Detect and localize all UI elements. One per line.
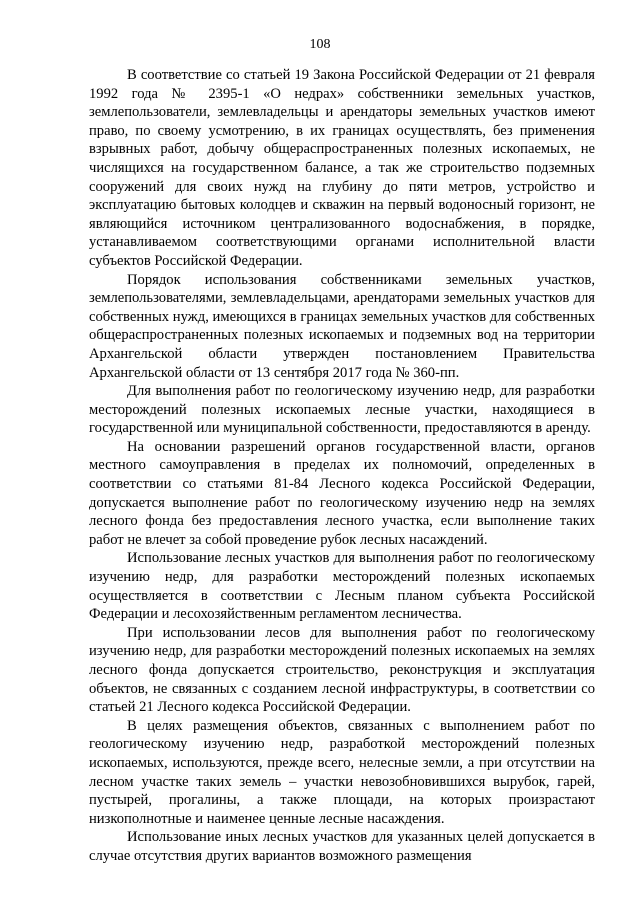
paragraph-5: Использование лесных участков для выполнения работ по геологическому изучению недр, для разработки месторождений полезных ископаемых осуществляется в соответствии с Лесным планом субъекта Российской Федерации и лесохозяйственным регламентом лесничества. <box>89 550 595 623</box>
paragraph-7: В целях размещения объектов, связанных с выполнением работ по геологическому изучению недр, разработкой месторождений полезных ископаемых, используются, прежде всего, нелесные земли, а при отсутствии на лесном участке таких земель – участки невозобновившихся вырубок, гарей, пустырей, прогалины, а также площади, на которых произрастают низкополнотные и наименее ценные лесные насаждения. <box>89 717 595 827</box>
paragraph-3: Для выполнения работ по геологическому изучению недр, для разработки месторождений полезных ископаемых лесные участки, находящиеся в государственной или муниципальной собственности, предоставляются в аренду. <box>89 383 595 437</box>
page-number: 108 <box>309 37 331 52</box>
paragraph-4: На основании разрешений органов государственной власти, органов местного самоуправления в пределах их полномочий, определенных в соответствии со статьями 81-84 Лесного кодекса Российской Федерации, допускается выполнение работ по геологическому изучению недр на землях лесного фонда без предоставления лесного участка, если выполнение таких работ не влечет за собой проведение рубок лесных насаждений. <box>89 438 595 548</box>
paragraph-8: Использование иных лесных участков для указанных целей допускается в случае отсутствия других вариантов возможного размещения <box>89 829 595 864</box>
paragraph-2: Порядок использования собственниками земельных участков, землепользователями, землевладельцами, арендаторами земельных участков для собственных нужд, имеющихся в границах земельных участков для собственных общераспространенных полезных ископаемых и подземных вод на территории Архангельской области утвержден постановлением Правительства Архангельской области от 13 сентября 2017 года № 360-пп. <box>89 271 595 381</box>
paragraph-6: При использовании лесов для выполнения работ по геологическому изучению недр, для разработки месторождений полезных ископаемых на землях лесного фонда допускается строительство, реконструкция и эксплуатация объектов, не связанных с созданием лесной инфраструктуры, в соответствии со статьей 21 Лесного кодекса Российской Федерации. <box>89 624 595 716</box>
document-body <box>89 66 595 866</box>
paragraph-1: В соответствие со статьей 19 Закона Российской Федерации от 21 февраля 1992 года № 2395-1 «О недрах» собственники земельных участков, землепользователи, землевладельцы и арендаторы земельных участков имеют право, по своему усмотрению, в их границах осуществлять, без применения взрывных работ, добычу общераспространенных полезных ископаемых, не числящихся на государственном балансе, а так же строительство подземных сооружений для своих нужд на глубину до пяти метров, устройство и эксплуатацию бытовых колодцев и скважин на первый водоносный горизонт, не являющийся источником централизованного водоснабжения, в порядке, устанавливаемом соответствующими органами исполнительной власти субъектов Российской Федерации. <box>89 67 595 269</box>
